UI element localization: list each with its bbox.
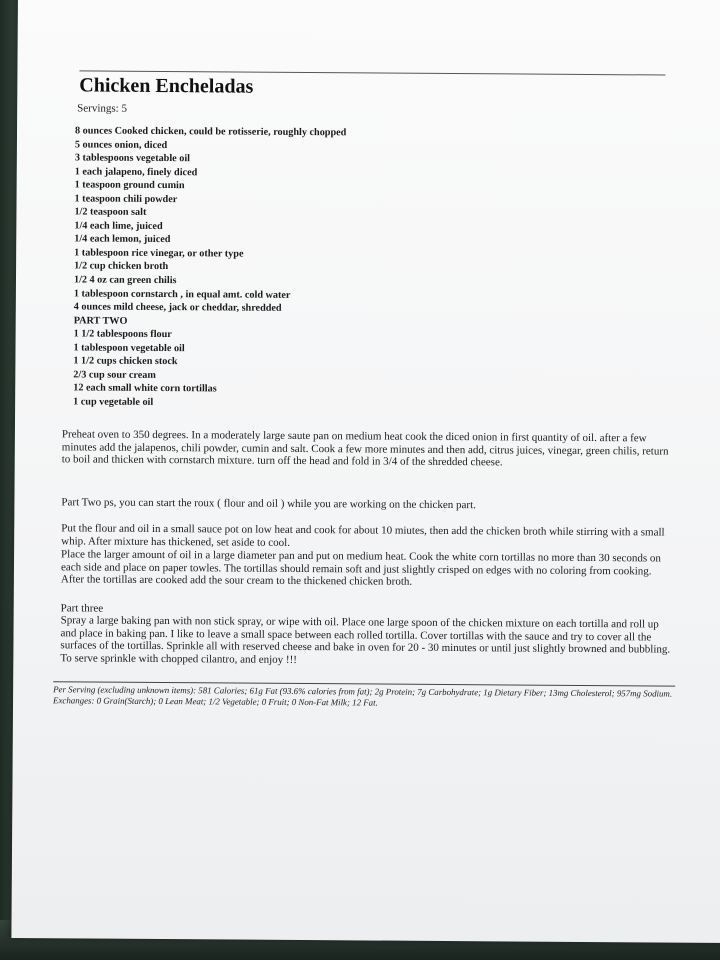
ingredient-item: 1 1/2 tablespoons flour: [73, 328, 172, 341]
ingredient-item: 1 1/2 cups chicken stock: [73, 355, 178, 368]
instruction-part-two: Part Two ps, you can start the roux ( flour and oil ) while you are working on the chicken part.: [61, 496, 476, 512]
ingredient-list: [73, 124, 346, 410]
instruction-assemble: Spray a large baking pan with non stick spray, or wipe with oil. Place one large spoon of the chicken mixture on each tortilla and roll up and place in baking pan. I like to leave a small space between each rolled tortilla. Cover tortillas with the sauce and try to cover all the surfaces of the tortillas. Sprinkle all with reserved cheese and bake in oven for 20 - 30 minutes or until just slightly browned and bubbling. To serve sprinkle with chopped cilantro, and enjoy !!!: [60, 614, 671, 666]
ingredient-item: 1 teaspoon ground cumin: [74, 179, 185, 192]
ingredient-item: 4 ounces mild cheese, jack or cheddar, shredded: [73, 301, 282, 314]
ingredient-item: 1/2 teaspoon salt: [74, 206, 147, 219]
ingredient-item: 12 each small white corn tortillas: [73, 382, 217, 395]
ingredient-item: 2/3 cup sour cream: [73, 369, 156, 381]
instruction-tortillas: Place the larger amount of oil in a large diameter pan and put on medium heat. Cook the white corn tortillas no more than 30 seconds on each side and place on paper towles. The tortillas should remain soft and just slightly crisped on edges with no coloring from cooking. After the tortillas are cooked add the sour cream to the thickened chicken broth.: [60, 548, 661, 588]
ingredient-item: 1 teaspoon chili powder: [74, 193, 178, 205]
ingredient-item: 1 tablespoon cornstarch , in equal amt. cold water: [73, 287, 291, 301]
nutrition-info: Per Serving (excluding unknown items): 581 Calories; 61g Fat (93.6% calories from fat); 2g Protein; 7g Carbohydrate; 1g Dietary Fiber; 13mg Cholesterol; 957mg Sodium. Exchanges: 0 Grain(Starch); 0 Lean Meat; 1/2 Vegetable; 0 Fruit; 0 Non-Fat Milk; 12 Fat.: [53, 684, 673, 708]
ingredient-item: 3 tablespoons vegetable oil: [74, 152, 191, 165]
instruction-roux: Put the flour and oil in a small sauce pot on low heat and cook for about 10 miutes, then add the chicken broth while stirring with a small whip. After mixture has thickened, set aside to cool.: [61, 522, 665, 549]
ingredient-item: 5 ounces onion, diced: [74, 138, 168, 151]
ingredient-item: 1 tablespoon vegetable oil: [73, 342, 185, 354]
recipe-sheet: [11, 0, 720, 943]
ingredient-item: 1 each jalapeno, finely diced: [74, 166, 198, 178]
ingredient-item: 8 ounces Cooked chicken, could be rotisserie, roughly chopped: [74, 125, 347, 139]
instruction-preheat: Preheat oven to 350 degrees. In a moderately large saute pan on medium heat cook the diced onion in first quantity of oil. after a few minutes add the jalapenos, chili powder, cumin and salt. Cook a few more minutes and then add, citrus juices, vinegar, green chilis, return to boil and thicken with cornstarch mixture. turn off the head and fold in 3/4 of the shredded cheese.: [61, 428, 669, 469]
ingredient-item: 1/2 4 oz can green chilis: [73, 274, 177, 287]
section-heading-part-two: PART TWO: [73, 315, 128, 327]
ingredient-item: 1/2 cup chicken broth: [74, 260, 169, 273]
ingredient-item: 1/4 each lemon, juiced: [74, 233, 171, 246]
section-heading-part-three: Part three: [60, 602, 104, 615]
ingredient-item: 1/4 each lime, juiced: [74, 220, 163, 232]
ingredient-item: 1 tablespoon rice vinegar, or other type: [74, 247, 244, 260]
servings-label: Servings: 5: [77, 102, 128, 115]
recipe-title: Chicken Encheladas: [79, 74, 254, 98]
ingredient-item: 1 cup vegetable oil: [73, 396, 154, 408]
